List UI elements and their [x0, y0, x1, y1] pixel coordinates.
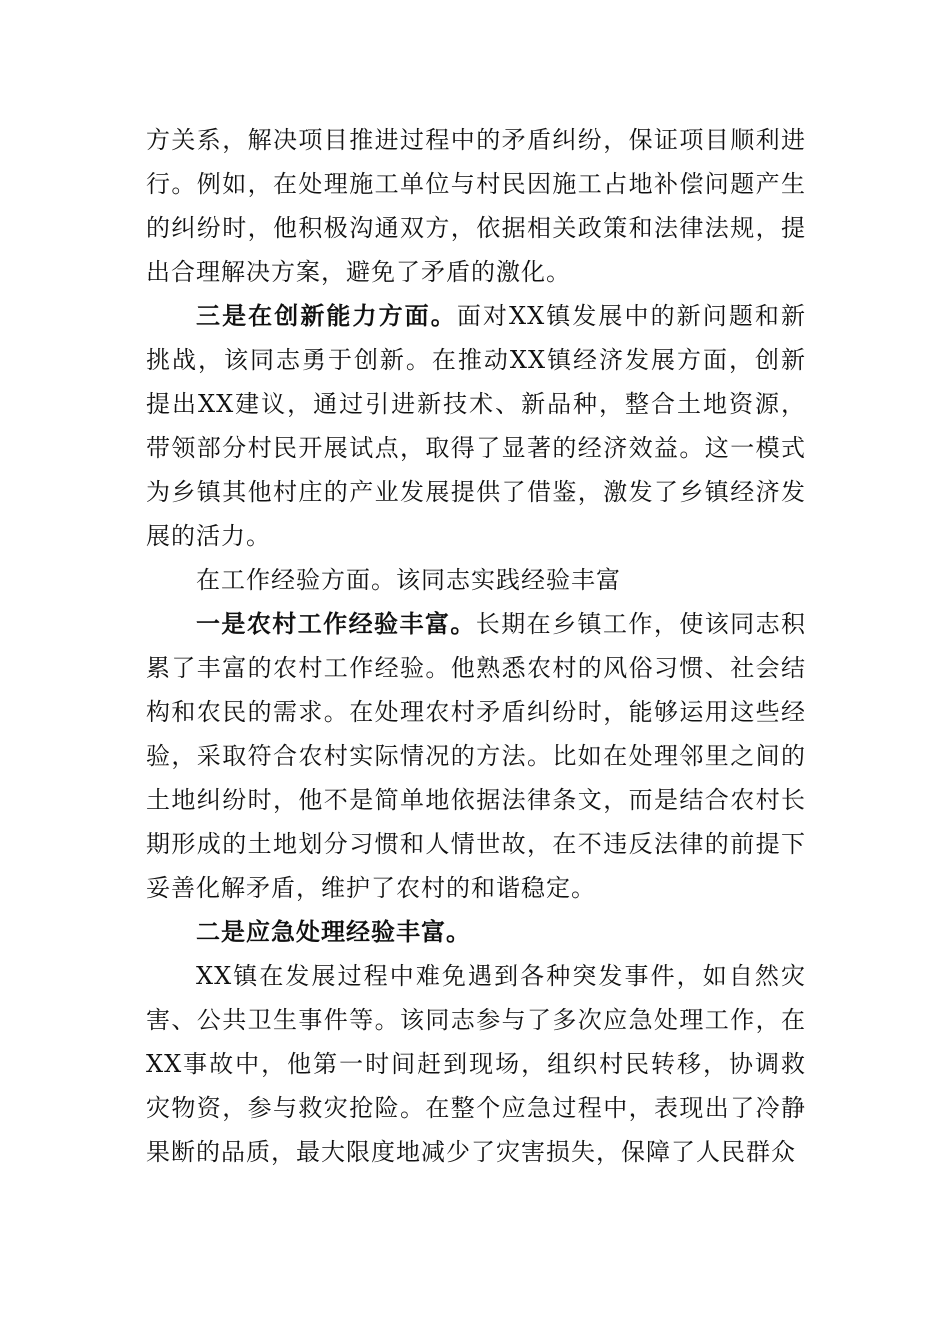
- paragraph-3-heading: 一是农村工作经验丰富。: [196, 609, 476, 638]
- section-heading-text: 在工作经验方面。该同志实践经验丰富: [196, 566, 621, 594]
- paragraph-1-text: 方关系，解决项目推进过程中的矛盾纠纷，保证项目顺利进行。例如，在处理施工单位与村民因施工占地补偿问题产生的纠纷时，他积极沟通双方，依据相关政策和法律法规，提出合理解决方案，避免了矛盾的激化。: [146, 126, 806, 286]
- paragraph-2: [146, 294, 806, 558]
- paragraph-1: [146, 118, 806, 294]
- paragraph-4: [146, 910, 806, 954]
- paragraph-5-text: XX镇在发展过程中难免遇到各种突发事件，如自然灾害、公共卫生事件等。该同志参与了多次应急处理工作，在XX事故中，他第一时间赶到现场，组织村民转移，协调救灾物资，参与救灾抢险。在整个应急过程中，表现出了冷静果断的品质，最大限度地减少了灾害损失，保障了人民群众: [146, 962, 806, 1166]
- document-page: [146, 118, 806, 1174]
- paragraph-3: [146, 602, 806, 910]
- section-heading-work-experience: [146, 558, 806, 602]
- paragraph-2-heading: 三是在创新能力方面。: [196, 301, 457, 330]
- paragraph-2-text: 面对XX镇发展中的新问题和新挑战，该同志勇于创新。在推动XX镇经济发展方面，创新提出XX建议，通过引进新技术、新品种，整合土地资源，带领部分村民开展试点，取得了显著的经济效益。这一模式为乡镇其他村庄的产业发展提供了借鉴，激发了乡镇经济发展的活力。: [146, 302, 807, 550]
- paragraph-4-heading: 二是应急处理经验丰富。: [196, 917, 471, 946]
- paragraph-3-text: 长期在乡镇工作，使该同志积累了丰富的农村工作经验。他熟悉农村的风俗习惯、社会结构和农民的需求。在处理农村矛盾纠纷时，能够运用这些经验，采取符合农村实际情况的方法。比如在处理邻里之间的土地纠纷时，他不是简单地依据法律条文，而是结合农村长期形成的土地划分习惯和人情世故，在不违反法律的前提下妥善化解矛盾，维护了农村的和谐稳定。: [146, 610, 807, 902]
- paragraph-5: [146, 954, 806, 1174]
